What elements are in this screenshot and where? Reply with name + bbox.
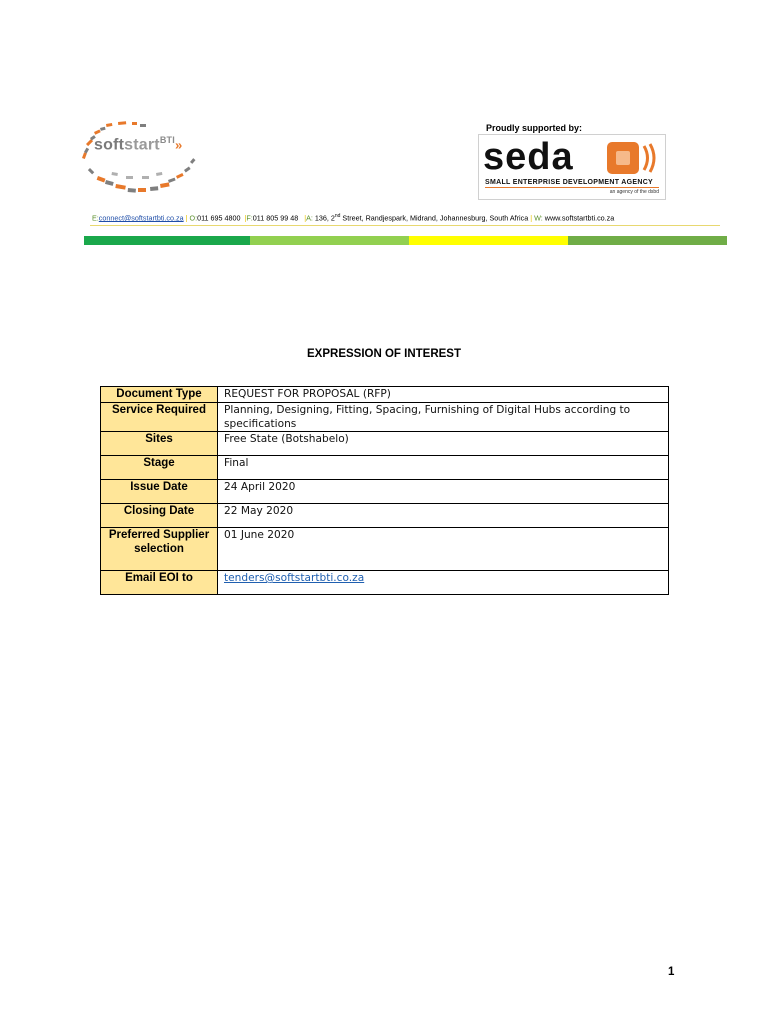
document-title: EXPRESSION OF INTEREST <box>307 348 461 360</box>
fax-number: 011 805 99 48 <box>252 213 299 223</box>
seda-wordmark: seda <box>483 136 574 178</box>
seda-agency-name: SMALL ENTERPRISE DEVELOPMENT AGENCY <box>485 179 654 186</box>
table-row <box>101 387 669 403</box>
seda-tagline: an agency of the dsbd <box>609 189 659 195</box>
seda-logo <box>478 134 666 200</box>
color-stripe-light-green <box>250 236 409 245</box>
row-label: Service Required <box>101 403 218 432</box>
row-value <box>218 571 669 595</box>
row-label: Issue Date <box>101 480 218 504</box>
contact-email-link[interactable]: connect@softstartbti.co.za <box>98 213 184 223</box>
office-phone: 011 695 4800 <box>197 213 241 223</box>
row-value: Free State (Botshabelo) <box>218 432 669 456</box>
row-value: REQUEST FOR PROPOSAL (RFP) <box>218 387 669 403</box>
website: www.softstartbti.co.za <box>544 213 615 223</box>
row-label: Preferred Supplier selection <box>101 528 218 571</box>
table-row <box>101 403 669 432</box>
table-row <box>101 528 669 571</box>
chevron-right-icon: » <box>174 137 183 153</box>
color-stripe-bar <box>84 236 727 245</box>
softstart-name-part1: soft <box>94 136 125 154</box>
row-value: 01 June 2020 <box>218 528 669 571</box>
supported-by-label: Proudly supported by: <box>486 123 583 133</box>
table-row <box>101 456 669 480</box>
eoi-details-table <box>100 386 669 595</box>
seda-divider <box>485 187 659 188</box>
table-row <box>101 571 669 595</box>
softstart-swirl-graphic <box>76 118 236 202</box>
row-label: Email EOI to <box>101 571 218 595</box>
color-stripe-olive <box>568 236 727 245</box>
color-stripe-green <box>84 236 250 245</box>
address-label: A: <box>306 213 313 223</box>
header-divider <box>90 225 720 226</box>
softstart-superscript: BTI <box>159 135 175 145</box>
row-value: 24 April 2020 <box>218 480 669 504</box>
web-label: W: <box>534 213 543 223</box>
color-stripe-yellow <box>409 236 568 245</box>
softstart-wordmark <box>94 135 182 154</box>
softstart-logo <box>76 118 236 202</box>
row-value: Planning, Designing, Fitting, Spacing, Furnishing of Digital Hubs according to specifications <box>218 403 669 432</box>
row-value: Final <box>218 456 669 480</box>
address-part1: 136, 2 <box>314 213 335 223</box>
seda-emblem-icon <box>607 142 661 174</box>
office-label: O: <box>189 213 198 223</box>
row-value: 22 May 2020 <box>218 504 669 528</box>
row-label: Document Type <box>101 387 218 403</box>
table-row <box>101 504 669 528</box>
row-label: Closing Date <box>101 504 218 528</box>
table-row <box>101 432 669 456</box>
tenders-email-link[interactable]: tenders@softstartbti.co.za <box>224 572 365 584</box>
softstart-name-part2: start <box>124 136 160 154</box>
address-part2: Street, Randjespark, Midrand, Johannesburg, South Africa <box>340 213 529 223</box>
row-label: Stage <box>101 456 218 480</box>
address-superscript: nd <box>334 213 341 219</box>
email-label: E: <box>92 213 99 223</box>
table-row <box>101 480 669 504</box>
fax-label: F: <box>246 213 253 223</box>
row-label: Sites <box>101 432 218 456</box>
page-number: 1 <box>668 966 675 978</box>
contact-line: E:connect@softstartbti.co.za | O:011 695 4800 |F:011 805 99 48 |A: 136, 2nd Street, Randjespark, Midrand, Johannesburg, South Africa | W: www.softstartbti.co.za <box>92 213 615 223</box>
